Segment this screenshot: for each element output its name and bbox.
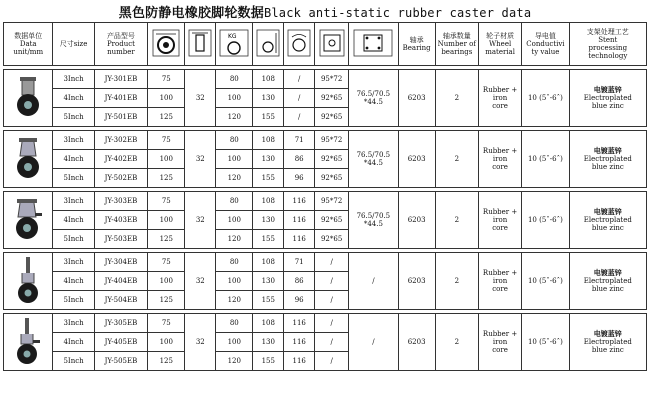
cell-hole: 76.5/70.5 *44.5 bbox=[349, 131, 398, 188]
cell-diameter: 125 bbox=[148, 169, 185, 188]
cell-plate: / bbox=[315, 352, 349, 371]
cell-radius: 71 bbox=[284, 253, 315, 272]
cell-load: 80 bbox=[216, 70, 253, 89]
hdr-diameter-icon bbox=[148, 23, 185, 66]
cell-plate: 92*65 bbox=[315, 89, 349, 108]
cell-diameter: 125 bbox=[148, 352, 185, 371]
cell-radius: 116 bbox=[284, 211, 315, 230]
cell-wheel: Rubber + iron core bbox=[478, 253, 521, 310]
cell-height: 155 bbox=[253, 169, 284, 188]
brake-caster-icon bbox=[4, 194, 52, 246]
header-row bbox=[4, 23, 647, 66]
hdr-size: 尺寸size bbox=[53, 23, 94, 66]
cell-diameter: 75 bbox=[148, 253, 185, 272]
cell-size: 4Inch bbox=[53, 89, 94, 108]
cell-diameter: 75 bbox=[148, 192, 185, 211]
cell-width: 32 bbox=[185, 131, 216, 188]
cell-model: JY-402EB bbox=[94, 150, 148, 169]
hdr-num-bearings: 轴承数量 Number of bearings bbox=[435, 23, 478, 66]
cell-model: JY-505EB bbox=[94, 352, 148, 371]
cell-size: 5Inch bbox=[53, 230, 94, 249]
caster-image bbox=[4, 192, 53, 249]
cell-plate: 92*65 bbox=[315, 211, 349, 230]
hdr-swivel-icon bbox=[284, 23, 315, 66]
cell-conductivity: 10 (5ˆ-6ˆ) bbox=[522, 131, 569, 188]
cell-plate: / bbox=[315, 291, 349, 310]
cell-height: 130 bbox=[253, 333, 284, 352]
cell-load: 80 bbox=[216, 253, 253, 272]
cell-stent bbox=[569, 314, 646, 371]
cell-conductivity: 10 (5ˆ-6ˆ) bbox=[522, 192, 569, 249]
cell-model: JY-405EB bbox=[94, 333, 148, 352]
stent-cn: 电镀蓝锌 bbox=[593, 267, 622, 277]
caster-image bbox=[4, 131, 53, 188]
cell-model: JY-302EB bbox=[94, 131, 148, 150]
cell-plate: 95*72 bbox=[315, 70, 349, 89]
cell-height: 108 bbox=[253, 70, 284, 89]
cell-conductivity: 10 (5ˆ-6ˆ) bbox=[522, 253, 569, 310]
cell-width: 32 bbox=[185, 192, 216, 249]
cell-width: 32 bbox=[185, 253, 216, 310]
cell-load: 80 bbox=[216, 192, 253, 211]
cell-radius: 116 bbox=[284, 333, 315, 352]
hdr-height-icon bbox=[253, 23, 284, 66]
cell-size: 5Inch bbox=[53, 291, 94, 310]
cell-load: 120 bbox=[216, 169, 253, 188]
cell-bearing: 6203 bbox=[398, 314, 435, 371]
cell-diameter: 100 bbox=[148, 89, 185, 108]
cell-radius: 71 bbox=[284, 131, 315, 150]
cell-model: JY-401EB bbox=[94, 89, 148, 108]
cell-load: 100 bbox=[216, 150, 253, 169]
cell-num-bearings: 2 bbox=[435, 70, 478, 127]
cell-plate: / bbox=[315, 314, 349, 333]
cell-size: 5Inch bbox=[53, 169, 94, 188]
cell-wheel: Rubber + iron core bbox=[478, 70, 521, 127]
cell-size: 3Inch bbox=[53, 253, 94, 272]
cell-num-bearings: 2 bbox=[435, 131, 478, 188]
cell-stent bbox=[569, 253, 646, 310]
cell-radius: / bbox=[284, 108, 315, 127]
cell-load: 80 bbox=[216, 314, 253, 333]
cell-height: 130 bbox=[253, 89, 284, 108]
cell-size: 5Inch bbox=[53, 352, 94, 371]
cell-model: JY-502EB bbox=[94, 169, 148, 188]
fixed-caster-icon bbox=[4, 72, 52, 124]
cell-model: JY-501EB bbox=[94, 108, 148, 127]
cell-size: 4Inch bbox=[53, 333, 94, 352]
cell-model: JY-503EB bbox=[94, 230, 148, 249]
cell-bearing: 6203 bbox=[398, 131, 435, 188]
cell-plate: 92*65 bbox=[315, 108, 349, 127]
cell-radius: / bbox=[284, 89, 315, 108]
table-row bbox=[4, 192, 647, 211]
cell-stent bbox=[569, 70, 646, 127]
cell-diameter: 125 bbox=[148, 108, 185, 127]
cell-diameter: 75 bbox=[148, 131, 185, 150]
cell-plate: 92*65 bbox=[315, 169, 349, 188]
cell-model: JY-304EB bbox=[94, 253, 148, 272]
cell-diameter: 100 bbox=[148, 211, 185, 230]
stent-en: Electroplated blue zinc bbox=[583, 337, 632, 355]
stem-caster-icon bbox=[4, 255, 52, 307]
cell-diameter: 100 bbox=[148, 333, 185, 352]
cell-radius: 96 bbox=[284, 169, 315, 188]
cell-size: 3Inch bbox=[53, 131, 94, 150]
cell-height: 155 bbox=[253, 291, 284, 310]
cell-load: 100 bbox=[216, 89, 253, 108]
cell-diameter: 125 bbox=[148, 291, 185, 310]
cell-wheel: Rubber + iron core bbox=[478, 131, 521, 188]
cell-plate: / bbox=[315, 333, 349, 352]
cell-height: 155 bbox=[253, 108, 284, 127]
cell-radius: 116 bbox=[284, 192, 315, 211]
cell-conductivity: 10 (5ˆ-6ˆ) bbox=[522, 314, 569, 371]
cell-plate: 95*72 bbox=[315, 131, 349, 150]
cell-bearing: 6203 bbox=[398, 70, 435, 127]
cell-diameter: 125 bbox=[148, 230, 185, 249]
hdr-data-unit: 数据单位 Data unit/mm bbox=[4, 23, 53, 66]
cell-model: JY-303EB bbox=[94, 192, 148, 211]
cell-height: 130 bbox=[253, 272, 284, 291]
cell-hole: 76.5/70.5 *44.5 bbox=[349, 192, 398, 249]
cell-load: 120 bbox=[216, 108, 253, 127]
hdr-plate-icon bbox=[315, 23, 349, 66]
cell-load: 80 bbox=[216, 131, 253, 150]
cell-width: 32 bbox=[185, 314, 216, 371]
hdr-load-icon bbox=[216, 23, 253, 66]
cell-plate: 92*65 bbox=[315, 150, 349, 169]
cell-height: 108 bbox=[253, 253, 284, 272]
cell-hole: / bbox=[349, 314, 398, 371]
hdr-conductivity: 导电值 Conductivi ty value bbox=[522, 23, 569, 66]
cell-wheel: Rubber + iron core bbox=[478, 314, 521, 371]
hdr-wheel: 轮子材质 Wheel material bbox=[478, 23, 521, 66]
cell-bearing: 6203 bbox=[398, 253, 435, 310]
table-row bbox=[4, 70, 647, 89]
page-title bbox=[0, 2, 650, 21]
cell-stent bbox=[569, 192, 646, 249]
table-body bbox=[4, 66, 647, 371]
cell-size: 4Inch bbox=[53, 150, 94, 169]
cell-plate: 95*72 bbox=[315, 192, 349, 211]
cell-diameter: 75 bbox=[148, 314, 185, 333]
cell-num-bearings: 2 bbox=[435, 192, 478, 249]
stent-cn: 电镀蓝锌 bbox=[593, 84, 622, 94]
stent-cn: 电镀蓝锌 bbox=[593, 145, 622, 155]
cell-plate: 92*65 bbox=[315, 230, 349, 249]
cell-model: JY-305EB bbox=[94, 314, 148, 333]
cell-size: 3Inch bbox=[53, 314, 94, 333]
cell-height: 108 bbox=[253, 131, 284, 150]
stent-en: Electroplated blue zinc bbox=[583, 215, 632, 233]
hdr-product: 产品型号 Product number bbox=[94, 23, 148, 66]
cell-size: 4Inch bbox=[53, 211, 94, 230]
cell-load: 120 bbox=[216, 230, 253, 249]
cell-height: 108 bbox=[253, 192, 284, 211]
stent-en: Electroplated blue zinc bbox=[583, 93, 632, 111]
caster-image bbox=[4, 314, 53, 371]
hdr-width-icon bbox=[185, 23, 216, 66]
cell-num-bearings: 2 bbox=[435, 314, 478, 371]
cell-radius: 96 bbox=[284, 291, 315, 310]
cell-diameter: 100 bbox=[148, 272, 185, 291]
stent-cn: 电镀蓝锌 bbox=[593, 206, 622, 216]
table-row bbox=[4, 314, 647, 333]
cell-plate: / bbox=[315, 253, 349, 272]
swivel-caster-icon bbox=[4, 133, 52, 185]
stem-brake-caster-icon bbox=[4, 316, 52, 368]
cell-num-bearings: 2 bbox=[435, 253, 478, 310]
stent-en: Electroplated blue zinc bbox=[583, 276, 632, 294]
cell-load: 100 bbox=[216, 272, 253, 291]
cell-load: 100 bbox=[216, 333, 253, 352]
cell-height: 155 bbox=[253, 352, 284, 371]
cell-hole: / bbox=[349, 253, 398, 310]
svg-text:KG: KG bbox=[228, 32, 237, 40]
cell-radius: 116 bbox=[284, 314, 315, 333]
caster-image bbox=[4, 253, 53, 310]
cell-height: 130 bbox=[253, 211, 284, 230]
cell-height: 155 bbox=[253, 230, 284, 249]
cell-radius: 86 bbox=[284, 150, 315, 169]
cell-load: 120 bbox=[216, 291, 253, 310]
cell-radius: 116 bbox=[284, 352, 315, 371]
cell-radius: / bbox=[284, 70, 315, 89]
title-cn: 黑色防静电橡胶脚轮数据 bbox=[118, 6, 264, 21]
caster-data-table bbox=[3, 22, 647, 371]
cell-height: 130 bbox=[253, 150, 284, 169]
cell-wheel: Rubber + iron core bbox=[478, 192, 521, 249]
cell-size: 4Inch bbox=[53, 272, 94, 291]
cell-model: JY-301EB bbox=[94, 70, 148, 89]
cell-hole: 76.5/70.5 *44.5 bbox=[349, 70, 398, 127]
cell-load: 100 bbox=[216, 211, 253, 230]
cell-height: 108 bbox=[253, 314, 284, 333]
cell-radius: 116 bbox=[284, 230, 315, 249]
cell-diameter: 75 bbox=[148, 70, 185, 89]
stent-en: Electroplated blue zinc bbox=[583, 154, 632, 172]
cell-conductivity: 10 (5ˆ-6ˆ) bbox=[522, 70, 569, 127]
cell-load: 120 bbox=[216, 352, 253, 371]
caster-image bbox=[4, 70, 53, 127]
cell-diameter: 100 bbox=[148, 150, 185, 169]
cell-radius: 86 bbox=[284, 272, 315, 291]
cell-size: 3Inch bbox=[53, 70, 94, 89]
cell-size: 5Inch bbox=[53, 108, 94, 127]
cell-bearing: 6203 bbox=[398, 192, 435, 249]
cell-stent bbox=[569, 131, 646, 188]
hdr-stent: 支架处理工艺 Stent processing technology bbox=[569, 23, 646, 66]
title-en: Black anti-static rubber caster data bbox=[263, 6, 532, 20]
cell-model: JY-403EB bbox=[94, 211, 148, 230]
cell-plate: / bbox=[315, 272, 349, 291]
cell-width: 32 bbox=[185, 70, 216, 127]
table-row bbox=[4, 131, 647, 150]
stent-cn: 电镀蓝锌 bbox=[593, 328, 622, 338]
cell-size: 3Inch bbox=[53, 192, 94, 211]
hdr-hole-icon bbox=[349, 23, 398, 66]
hdr-bearing: 轴承 Bearing bbox=[398, 23, 435, 66]
cell-model: JY-404EB bbox=[94, 272, 148, 291]
cell-model: JY-504EB bbox=[94, 291, 148, 310]
table-row bbox=[4, 253, 647, 272]
